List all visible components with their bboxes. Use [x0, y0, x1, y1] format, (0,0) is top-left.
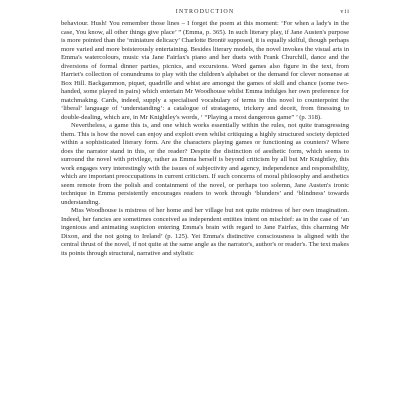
- paragraph: behaviour. Hush! You remember those lines – I forget the poem at this moment: ‘For when a lady's in the case, You know, all other things give place’ ” (Emma, p. 365). In such literary play, if Jane Austen's purpose is more pointed than the ‘miniature delicacy’ Charlotte Brontë supposed, it is equally skilful, though perhaps more varied and more boisterously entertaining. Besides literary models, the novel invokes the visual arts in Emma's watercolours, music via Jane Fairfax's piano and her duets with Frank Churchill, dance and the diversions of formal dinner parties, picnics, and excursions. Word games also figure in the text, from Harriet's collection of conundrums to play with the children's alphabet or the demand for clever nonsense at Box Hill. Backgammon, piquet, quadrille and whist are amongst the games of skill and chance (some two-handed, some played in pairs) which entertain Mr Woodhouse whilst Emma indulges her own preference for matchmaking. Cards, indeed, supply a specialised vocabulary of terms in this novel to counterpoint the ‘liberal’ language of ‘understanding’: a catalogue of stratagems, trickery and deceit, from finessing to double-dealing, which are, in Mr Knightley's words, ‘ “Playing a most dangerous game” ’ (p. 318).: [61, 20, 349, 121]
- page-number: vii: [340, 9, 350, 15]
- running-title: INTRODUCTION: [175, 9, 235, 15]
- paragraph: Miss Woodhouse is mistress of her home and her village but not quite mistress of her own imagination. Indeed, her fancies are sometimes conceived as independent entities intent on mischief: as in the case of ‘an ingenious and animating suspicion entering Emma's brain with regard to Jane Fairfax, this charming Mr Dixon, and the not going to Ireland’ (p. 125). Yet Emma's distinctive consciousness is aligned with the central thrust of the novel, if not quite at the same angle as the narrator's, author's or reader's. The text makes its points through structural, narrative and stylistic: [61, 207, 349, 257]
- paragraph: Nevertheless, a game this is, and one which works essentially within the rules, not quite transgressing them. This is how the novel can enjoy and exploit even whilst critiquing a highly structured society depicted within a sophisticated literary form. Are the characters playing games or functioning as counters? Where does the narrator stand in this, or the reader? Despite the distinction of aesthetic form, which seems to surround the novel with privilege, rather as Emma herself is beyond criticism by all but Mr Knightley, this work engages very interestingly with the issues of subjectivity and agency, independence and responsibility, which are important preoccupations in current criticism. If such concerns of moral philosophy and aesthetics seem remote from the polish and containment of the novel, or perhaps too solemn, Jane Austen's ironic technique in Emma persistently encourages readers to work through ‘blunders’ and ‘blindness’ towards understanding.: [61, 122, 349, 206]
- body-text: [61, 20, 349, 258]
- running-header: [60, 9, 350, 19]
